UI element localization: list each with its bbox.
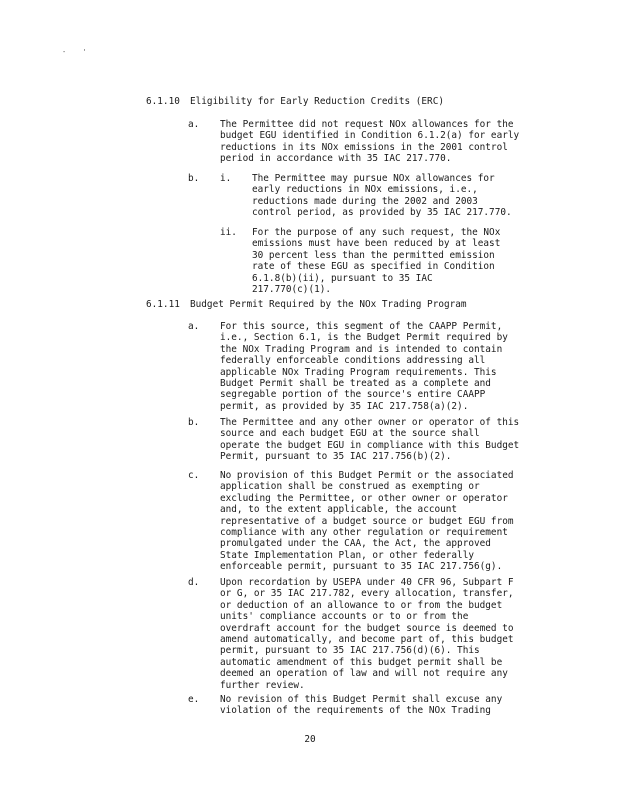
text-line: No revision of this Budget Permit shall excuse any xyxy=(220,694,503,705)
text-line: or deduction of an allowance to or from the budget xyxy=(220,599,503,611)
text-line: No provision of this Budget Permit or the associated xyxy=(220,470,514,481)
text-line: federally enforceable conditions addressing all xyxy=(220,355,486,367)
text-line: emissions must have been reduced by at least xyxy=(252,238,501,250)
paragraph-label: a. xyxy=(188,119,200,130)
text-line: budget EGU identified in Condition 6.1.2(a) for early xyxy=(220,130,520,142)
text-line: For this source, this segment of the CAAPP Permit, xyxy=(220,321,503,332)
text-line: The Permittee may pursue NOx allowances for xyxy=(252,173,495,184)
text-line: early reductions in NOx emissions, i.e., xyxy=(252,184,478,196)
text-line: Permit, pursuant to 35 IAC 217.756(b)(2). xyxy=(220,451,452,463)
text-line: permit, pursuant to 35 IAC 217.756(d)(6). This xyxy=(220,645,480,657)
section-6-1-10-heading xyxy=(146,96,586,107)
section-number: 6.1.10 xyxy=(146,96,180,107)
text-line: State Implementation Plan, or other federally xyxy=(220,549,474,561)
paragraph-label: a. xyxy=(188,321,200,332)
section-title: Budget Permit Required by the NOx Trading Program xyxy=(190,299,467,310)
subparagraph-label: ii. xyxy=(220,227,237,238)
subparagraph-label: i. xyxy=(220,173,232,184)
text-line: representative of a budget source or budget EGU from xyxy=(220,515,514,527)
text-line: operate the budget EGU in compliance with this Budget xyxy=(220,439,520,451)
paragraph-label: e. xyxy=(188,694,200,705)
section-title: Eligibility for Early Reduction Credits (ERC) xyxy=(190,96,444,107)
text-line: permit, as provided by 35 IAC 217.758(a)(2). xyxy=(220,400,469,412)
text-line: For the purpose of any such request, the NOx xyxy=(252,227,501,238)
text-line: applicable NOx Trading Program requirements. This xyxy=(220,366,497,378)
section-6-1-11-heading xyxy=(146,299,586,310)
text-line: automatic amendment of this budget permit shall be xyxy=(220,656,503,668)
text-line: amend automatically, and become part of, this budget xyxy=(220,634,514,646)
text-line: reductions made during the 2002 and 2003 xyxy=(252,195,478,207)
text-line: further review. xyxy=(220,679,305,691)
text-line: excluding the Permittee, or other owner or operator xyxy=(220,492,508,504)
text-line: units' compliance accounts or to or from the xyxy=(220,611,469,623)
text-line: The Permittee and any other owner or operator of this xyxy=(220,417,520,428)
text-line: the NOx Trading Program and is intended to contain xyxy=(220,343,503,355)
header-mark: - ' xyxy=(62,48,93,56)
text-line: Upon recordation by USEPA under 40 CFR 96, Subpart F xyxy=(220,577,514,588)
paragraph-label: b. xyxy=(188,417,200,428)
text-line: source and each budget EGU at the source shall xyxy=(220,428,480,440)
text-line: period in accordance with 35 IAC 217.770. xyxy=(220,153,452,165)
page-number: 20 xyxy=(304,734,316,745)
text-line: rate of these EGU as specified in Condition xyxy=(252,261,495,273)
text-line: application shall be construed as exempting or xyxy=(220,481,480,493)
text-line: control period, as provided by 35 IAC 217.770. xyxy=(252,207,512,219)
text-line: segregable portion of the source's entire CAAPP xyxy=(220,389,486,401)
text-line: deemed an operation of law and will not require any xyxy=(220,668,508,680)
text-line: compliance with any other regulation or requirement xyxy=(220,527,508,539)
paragraph-label: d. xyxy=(188,577,200,588)
text-line: reductions in its NOx emissions in the 2001 control xyxy=(220,141,508,153)
text-line: and, to the extent applicable, the account xyxy=(220,504,458,516)
text-line: 217.770(c)(1). xyxy=(252,284,332,296)
section-number: 6.1.11 xyxy=(146,299,180,310)
text-line: enforceable permit, pursuant to 35 IAC 217.756(g). xyxy=(220,561,503,573)
text-line: overdraft account for the budget source is deemed to xyxy=(220,622,514,634)
text-line: or G, or 35 IAC 217.782, every allocation, transfer, xyxy=(220,588,514,600)
paragraph-label: b. xyxy=(188,173,200,184)
text-line: i.e., Section 6.1, is the Budget Permit required by xyxy=(220,332,508,344)
text-line: violation of the requirements of the NOx Trading xyxy=(220,705,491,717)
text-line: 30 percent less than the permitted emission xyxy=(252,249,495,261)
paragraph-label: c. xyxy=(188,470,200,481)
text-line: The Permittee did not request NOx allowances for the xyxy=(220,119,514,130)
text-line: promulgated under the CAA, the Act, the approved xyxy=(220,538,491,550)
text-line: Budget Permit shall be treated as a complete and xyxy=(220,378,491,390)
text-line: 6.1.8(b)(ii), pursuant to 35 IAC xyxy=(252,272,433,284)
